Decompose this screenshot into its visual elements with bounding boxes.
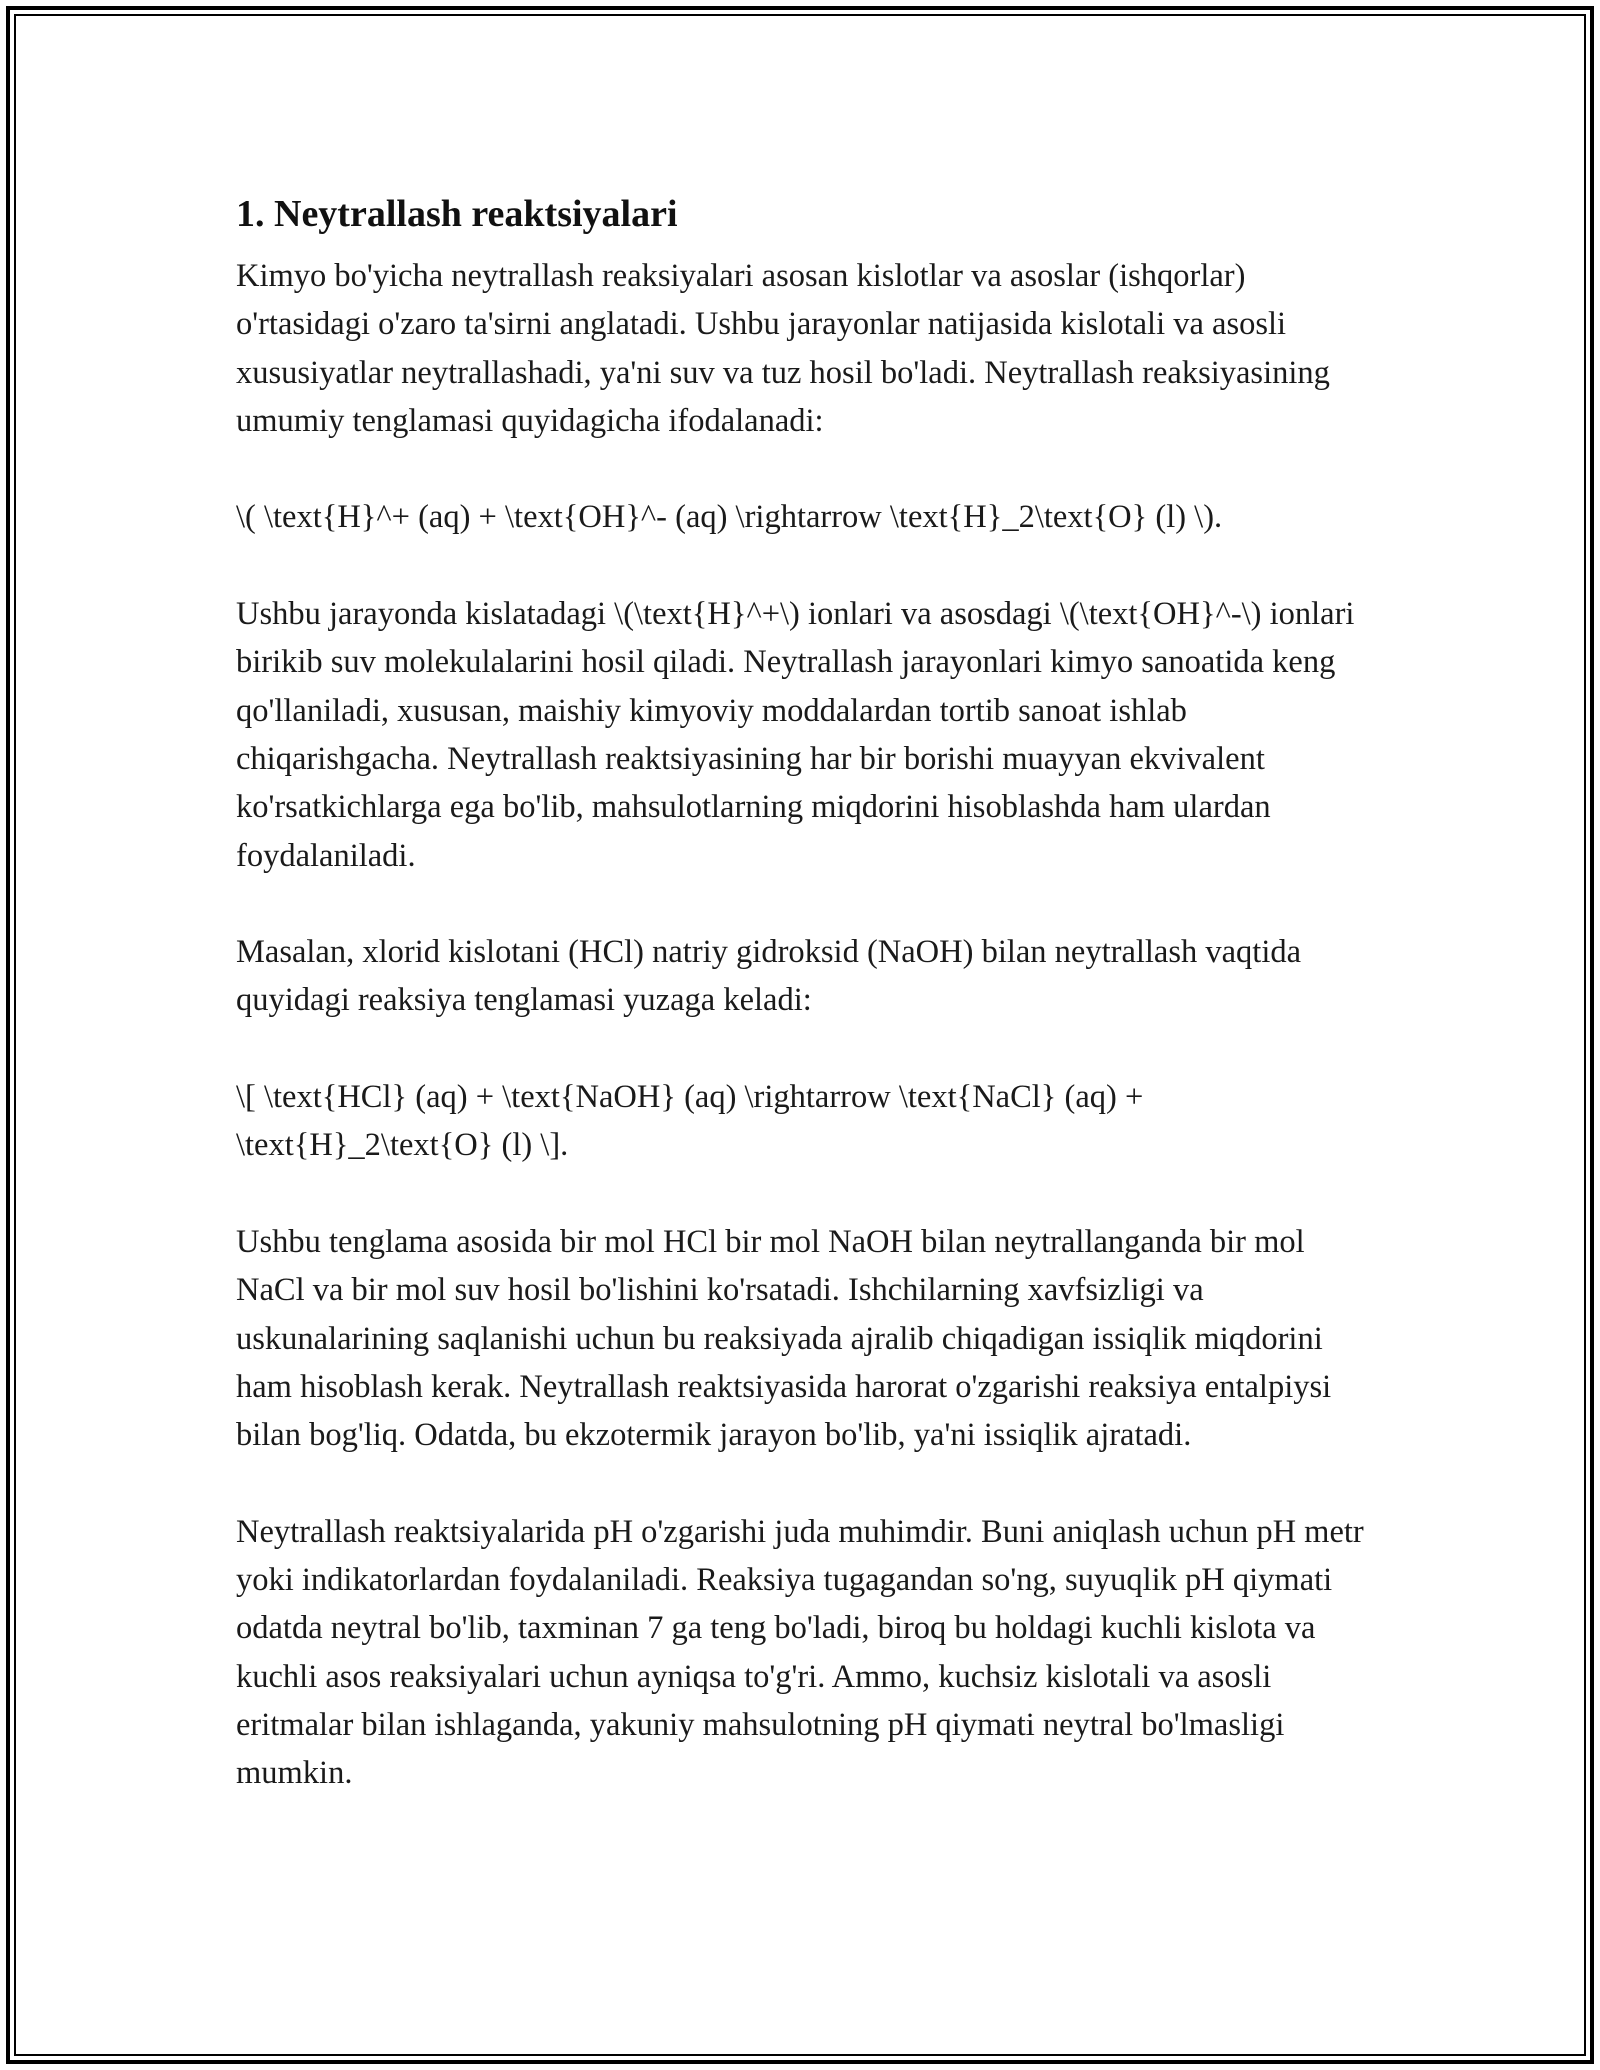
equation-hcl-naoh: \[ \text{HCl} (aq) + \text{NaOH} (aq) \rightarrow \text{NaCl} (aq) + \text{H}_2\text{O} (l) \]. xyxy=(236,1079,1144,1164)
equation-ionic: \( \text{H}^+ (aq) + \text{OH}^- (aq) \rightarrow \text{H}_2\text{O} (l) \). xyxy=(236,499,1223,536)
paragraph-ph: Neytrallash reaktsiyalarida pH o'zgarishi juda muhimdir. Buni aniqlash uchun pH metr yoki indikatorlardan foydalaniladi. Reaksiya tugagandan so'ng, suyuqlik pH qiymati odatda neytral bo'lib, taxminan 7 ga teng bo'ladi, biroq bu holdagi kuchli kislota va kuchli asos reaksiyalari uchun ayniqsa to'g'ri. Ammo, kuchsiz kislotali va asosli eritmalar bilan ishlaganda, yakuniy mahsulotning pH qiymati neytral bo'lmasligi mumkin. xyxy=(236,1513,1364,1792)
paragraph-ions: Ushbu jarayonda kislatadagi \(\text{H}^+\) ionlari va asosdagi \(\text{OH}^-\) ionlari birikib suv molekulalarini hosil qiladi. Neytrallash jarayonlari kimyo sanoatida keng qo'llaniladi, xususan, maishiy kimyoviy moddalardan tortib sanoat ishlab chiqarishgacha. Neytrallash reaktsiyasining har bir borishi muayyan ekvivalent ko'rsatkichlarga ega bo'lib, mahsulotlarning miqdorini hisoblashda ham ulardan foydalaniladi. xyxy=(236,596,1355,874)
paragraph-intro: Kimyo bo'yicha neytrallash reaksiyalari asosan kislotlar va asoslar (ishqorlar) o'rtasidagi o'zaro ta'sirni anglatadi. Ushbu jarayonlar natijasida kislotali va asosli xususiyatlar neytrallashadi, ya'ni suv va tuz hosil bo'ladi. Neytrallash reaksiyasining umumiy tenglamasi quyidagicha ifodalanadi: xyxy=(236,258,1330,439)
document-body xyxy=(236,188,1376,1798)
section-heading: 1. Neytrallash reaktsiyalari xyxy=(236,193,678,235)
paragraph-example: Masalan, xlorid kislotani (HCl) natriy gidroksid (NaOH) bilan neytrallash vaqtida quyidagi reaksiya tenglamasi yuzaga keladi: xyxy=(236,934,1302,1019)
paragraph-enthalpy: Ushbu tenglama asosida bir mol HCl bir mol NaOH bilan neytrallanganda bir mol NaCl va bir mol suv hosil bo'lishini ko'rsatadi. Ishchilarning xavfsizligi va uskunalarining saqlanishi uchun bu reaksiyada ajralib chiqadigan issiqlik miqdorini ham hisoblash kerak. Neytrallash reaktsiyasida harorat o'zgarishi reaksiya entalpiysi bilan bog'liq. Odatda, bu ekzotermik jarayon bo'lib, ya'ni issiqlik ajratadi. xyxy=(236,1223,1332,1454)
